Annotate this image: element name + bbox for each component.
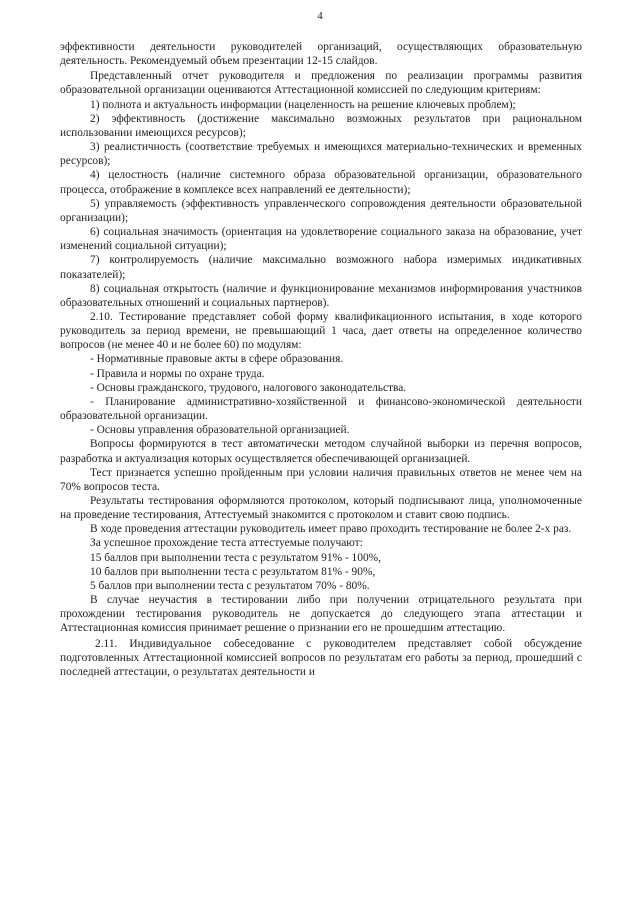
criterion-7: 7) контролируемость (наличие максимально возможного набора измеримых индикативных показателей); (60, 254, 582, 281)
module-item: - Основы управления образовательной организацией. (90, 424, 350, 437)
criterion-8: 8) социальная открытость (наличие и функционирование механизмов информирования участников образовательных отношений и социальных партнеров). (60, 282, 582, 309)
module-item: - Правила и нормы по охране труда. (90, 367, 265, 380)
points-item: 10 баллов при выполнении теста с результатом 81% - 90%, (90, 565, 376, 578)
criterion-5: 5) управляемость (эффективность управленческого сопровождения деятельности образовательной организации); (60, 197, 582, 224)
paragraph-intro-continuation: эффективности деятельности руководителей организаций, осуществляющих образовательную деятельность. Рекомендуемый объем презентации 12-15 слайдов. (60, 41, 582, 68)
criterion-4: 4) целостность (наличие системного образа образовательной организации, образовательного процесса, отображение в комплексе всех направлений ее деятельности); (60, 169, 582, 196)
points-item: 5 баллов при выполнении теста с результатом 70% - 80%. (90, 579, 370, 592)
module-item: - Основы гражданского, трудового, налогового законодательства. (90, 381, 407, 394)
paragraph-points-intro: За успешное прохождение теста аттестуемые получают: (90, 537, 363, 550)
criterion-6: 6) социальная значимость (ориентация на удовлетворение социального заказа на образование, учет изменений социальной ситуации); (60, 226, 582, 253)
page-number: 4 (317, 10, 323, 22)
criterion-2: 2) эффективность (достижение максимально возможных результатов при рациональном использовании имеющихся ресурсов); (60, 112, 582, 139)
paragraph-retake: В ходе проведения аттестации руководитель имеет право проходить тестирование не более 2-х раз. (90, 523, 572, 536)
paragraph-2-11-interview: 2.11. Индивидуальное собеседование с руководителем представляет собой обсуждение подготовленных Аттестационной комиссией вопросов по результатам его работы за период, прошедший с последней аттестации, о результатах деятельности и (60, 637, 582, 678)
document-body (60, 40, 582, 679)
paragraph-evaluation-criteria: Представленный отчет руководителя и предложения по реализации программы развития образовательной организации оцениваются Аттестационной комиссией по следующим критериям: (60, 70, 582, 97)
module-item: - Нормативные правовые акты в сфере образования. (90, 353, 344, 366)
paragraph-2-10-testing: 2.10. Тестирование представляет собой форму квалификационного испытания, в ходе которого руководитель за период времени, не превышающий 1 часа, дает ответы на определенное количество вопросов (не менее 40 и не более 60) по модулям: (60, 310, 582, 352)
paragraph-questions: Вопросы формируются в тест автоматически методом случайной выборки из перечня вопросов, разработка и актуализация которых осуществляется обеспечивающей организацией. (60, 438, 582, 465)
points-item: 15 баллов при выполнении теста с результатом 91% - 100%, (90, 551, 381, 564)
criterion-3: 3) реалистичность (соответствие требуемых и имеющихся материально-технических и временных ресурсов); (60, 141, 582, 168)
paragraph-failure: В случае неучастия в тестировании либо при получении отрицательного результата при прохождении тестирования руководитель не допускается до следующего этапа аттестации и Аттестационная комиссия принимает решение о признании его не прошедшим аттестацию. (60, 594, 582, 635)
criterion-1: 1) полнота и актуальность информации (нацеленность на решение ключевых проблем); (90, 98, 516, 111)
paragraph-test-passed: Тест признается успешно пройденным при условии наличия правильных ответов не менее чем на 70% вопросов теста. (60, 466, 582, 493)
paragraph-test-results: Результаты тестирования оформляются протоколом, который подписывают лица, уполномоченные на проведение тестирования, Аттестуемый знакомится с протоколом и ставит свою подпись. (60, 495, 582, 522)
module-item: - Планирование административно-хозяйственной и финансово-экономической деятельности образовательной организации. (60, 395, 582, 423)
